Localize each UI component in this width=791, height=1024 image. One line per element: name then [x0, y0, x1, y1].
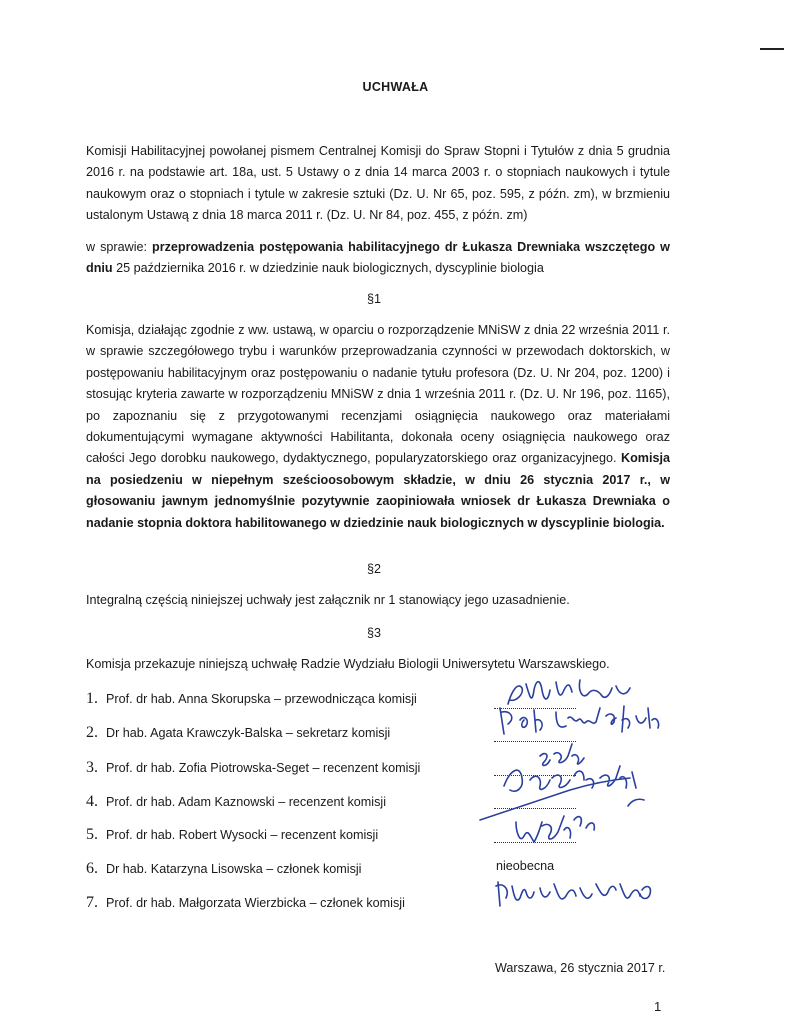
member-2: 2. Dr hab. Agata Krawczyk-Balska – sekretarz komisji	[86, 724, 391, 741]
member-6: 6. Dr hab. Katarzyna Lisowska – członek komisji	[86, 860, 362, 877]
section2-paragraph: Integralną częścią niniejszej uchwały jest załącznik nr 1 stanowiący jego uzasadnienie.	[86, 593, 570, 607]
matter-bold: przeprowadzenia postępowania habilitacyjnego dr Łukasza Drewniaka wszczętego w dniu	[86, 240, 670, 276]
signature-3	[540, 744, 584, 766]
member-7: 7. Prof. dr hab. Małgorzata Wierzbicka – członek komisji	[86, 894, 405, 911]
section1-heading: §1	[366, 292, 381, 306]
document-title: UCHWAŁA	[362, 80, 429, 94]
section3-paragraph: Komisja przekazuje niniejszą uchwałę Radzie Wydziału Biologii Uniwersytetu Warszawskiego.	[86, 657, 610, 671]
signature-1	[508, 680, 630, 704]
section2-heading: §2	[366, 562, 381, 576]
section1-text: Komisja, działając zgodnie z ww. ustawą, w oparciu o rozporządzenie MNiSW z dnia 22 września 2011 r. w sprawie szczegółowego trybu i warunków przeprowadzania czynności w przewodach doktorskich, w postępowaniu habilitacyjnym oraz postępowaniu o nadanie tytułu profesora (Dz. U. Nr 204, poz. 1200) i stosując kryteria zawarte w rozporządzeniu MNiSW z dnia 1 września 2011 r. (Dz. U. Nr 196, poz. 1165), po zapoznaniu się z przygotowanymi recenzjami osiągnięcia naukowego oraz materiałami dokumentującymi wymagane aktywności Habilitanta, dokonała oceny osiągnięcia naukowego oraz całości Jego dorobku naukowego, dydaktycznego, popularyzatorskiego oraz organizacyjnego.	[86, 323, 670, 466]
place-date: Warszawa, 26 stycznia 2017 r.	[495, 961, 666, 975]
section3-heading: §3	[366, 626, 381, 640]
handwritten-signatures	[460, 660, 700, 920]
signature-5	[516, 816, 594, 842]
section1-bold: Komisja na posiedzeniu w niepełnym sześcioosobowym składzie, w dniu 26 stycznia 2017 r., w głosowaniu jawnym jednomyślnie pozytywnie zaopiniowała wniosek dr Łukasza Drewniaka o nadanie stopnia doktora habilitowanego w dziedzinie nauk biologicznych w dyscyplinie biologia.	[86, 451, 670, 530]
absent-note: nieobecna	[496, 859, 555, 873]
member-4: 4. Prof. dr hab. Adam Kaznowski – recenzent komisji	[86, 793, 386, 810]
member-1: 1. Prof. dr hab. Anna Skorupska – przewodnicząca komisji	[86, 690, 417, 707]
matter-paragraph	[86, 237, 670, 280]
member-3: 3. Prof. dr hab. Zofia Piotrowska-Seget – recenzent komisji	[86, 759, 421, 776]
matter-rest: 25 października 2016 r. w dziedzinie nauk biologicznych, dyscyplinie biologia	[112, 261, 544, 276]
section1-paragraph	[86, 320, 670, 534]
matter-lead: w sprawie:	[86, 240, 153, 254]
signature-6	[496, 882, 650, 906]
corner-mark	[760, 48, 784, 50]
page-number: 1	[654, 999, 662, 1014]
signature-2	[500, 706, 659, 734]
member-5: 5. Prof. dr hab. Robert Wysocki – recenzent komisji	[86, 826, 379, 843]
intro-paragraph: Komisji Habilitacyjnej powołanej pismem Centralnej Komisji do Spraw Stopni i Tytułów z dnia 5 grudnia 2016 r. na podstawie art. 18a, ust. 5 Ustawy o z dnia 14 marca 2003 r. o stopniach naukowych i tytule naukowym oraz o stopniach i tytule w zakresie sztuki (Dz. U. Nr 65, poz. 595, z późn. zm), w brzmieniu ustalonym Ustawą z dnia 18 marca 2011 r. (Dz. U. Nr 84, poz. 455, z późn. zm)	[86, 144, 670, 223]
signature-4	[480, 766, 644, 820]
